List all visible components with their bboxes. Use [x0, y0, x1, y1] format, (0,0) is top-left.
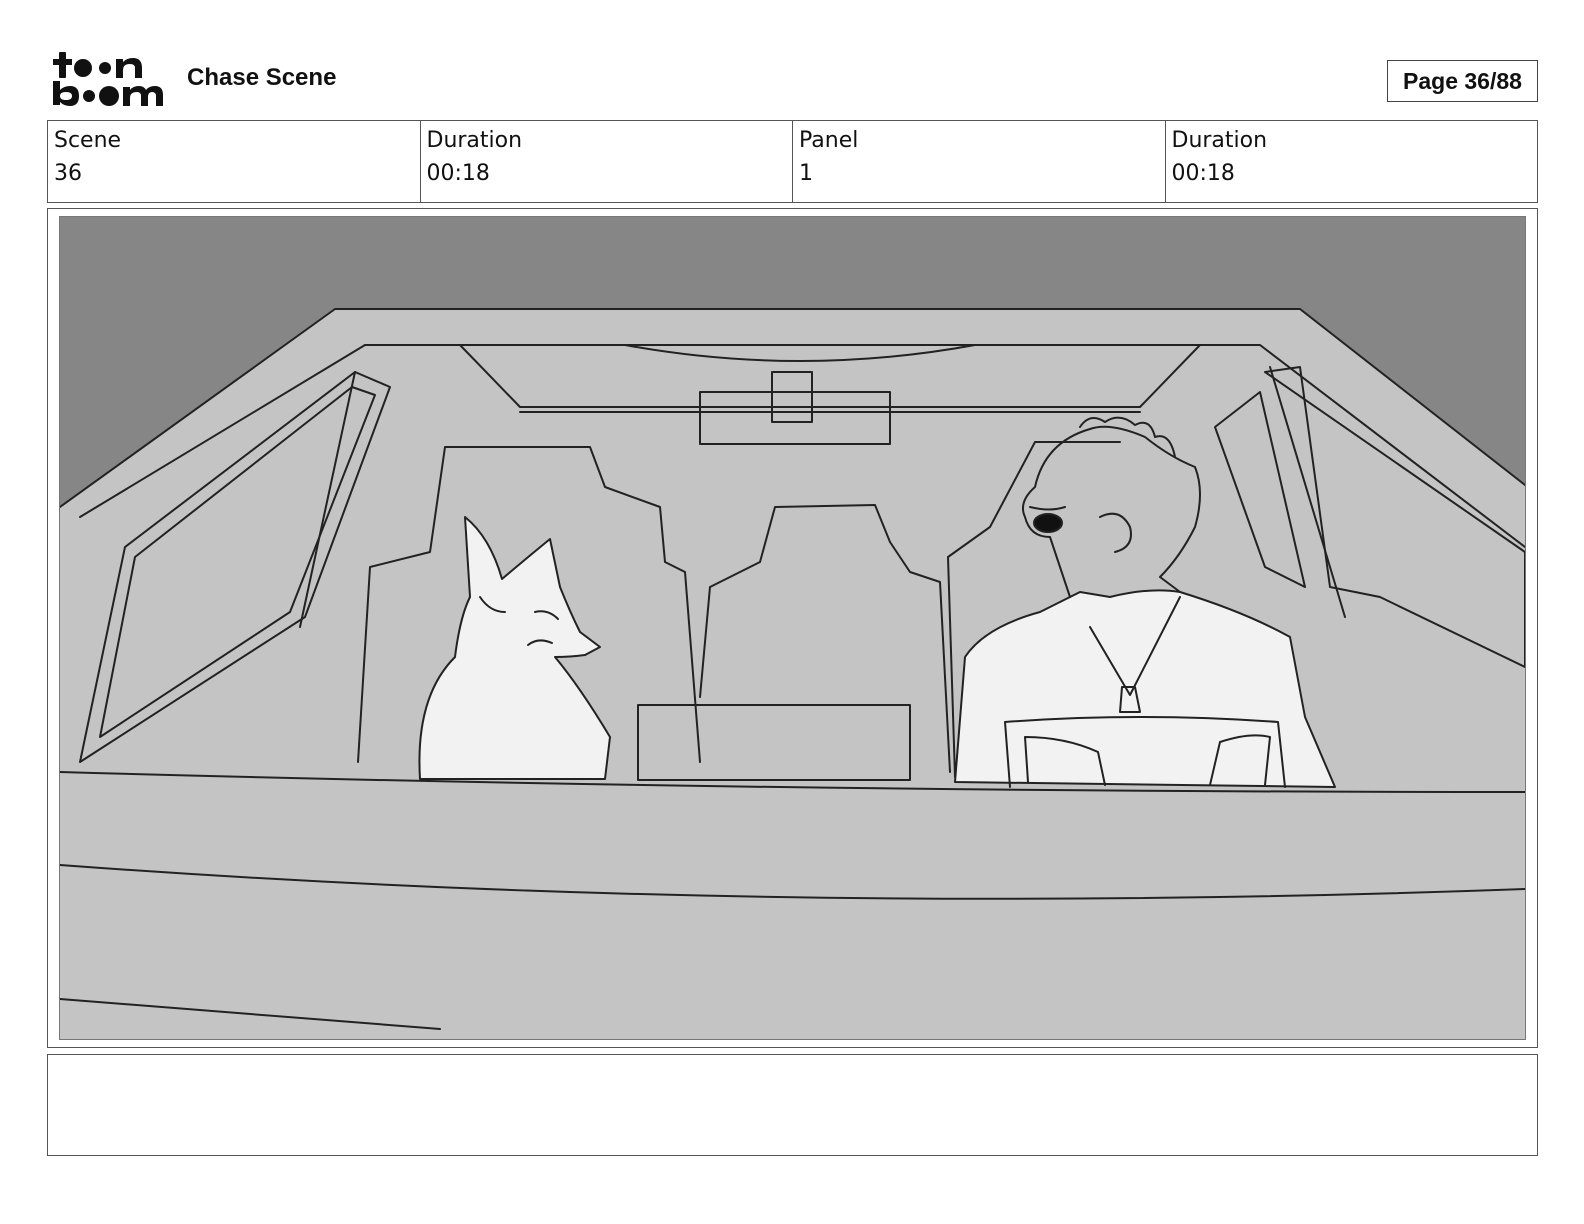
panel-duration-value: 00:18	[1171, 161, 1235, 186]
scene-duration-value: 00:18	[426, 161, 490, 186]
panel-notes-box	[47, 1054, 1538, 1156]
document-title: Chase Scene	[187, 64, 337, 91]
scene-cell	[48, 121, 421, 202]
storyboard-panel-image	[59, 216, 1526, 1040]
page-number: Page 36/88	[1403, 67, 1522, 94]
scene-duration-label: Duration	[426, 128, 523, 153]
panel-value: 1	[799, 161, 813, 186]
page-indicator	[1387, 60, 1538, 102]
car-interior-sketch	[60, 217, 1525, 1039]
panel-label: Panel	[799, 128, 859, 153]
scene-value: 36	[54, 161, 82, 186]
shot-info-table	[47, 120, 1538, 203]
scene-duration-cell	[421, 121, 794, 202]
panel-cell	[793, 121, 1166, 202]
toon-boom-logo	[50, 48, 166, 112]
storyboard-panel-frame	[47, 208, 1538, 1048]
toon-boom-logo-graphic	[50, 48, 166, 112]
panel-duration-label: Duration	[1171, 128, 1268, 153]
scene-label: Scene	[54, 128, 122, 153]
panel-duration-cell	[1166, 121, 1538, 202]
